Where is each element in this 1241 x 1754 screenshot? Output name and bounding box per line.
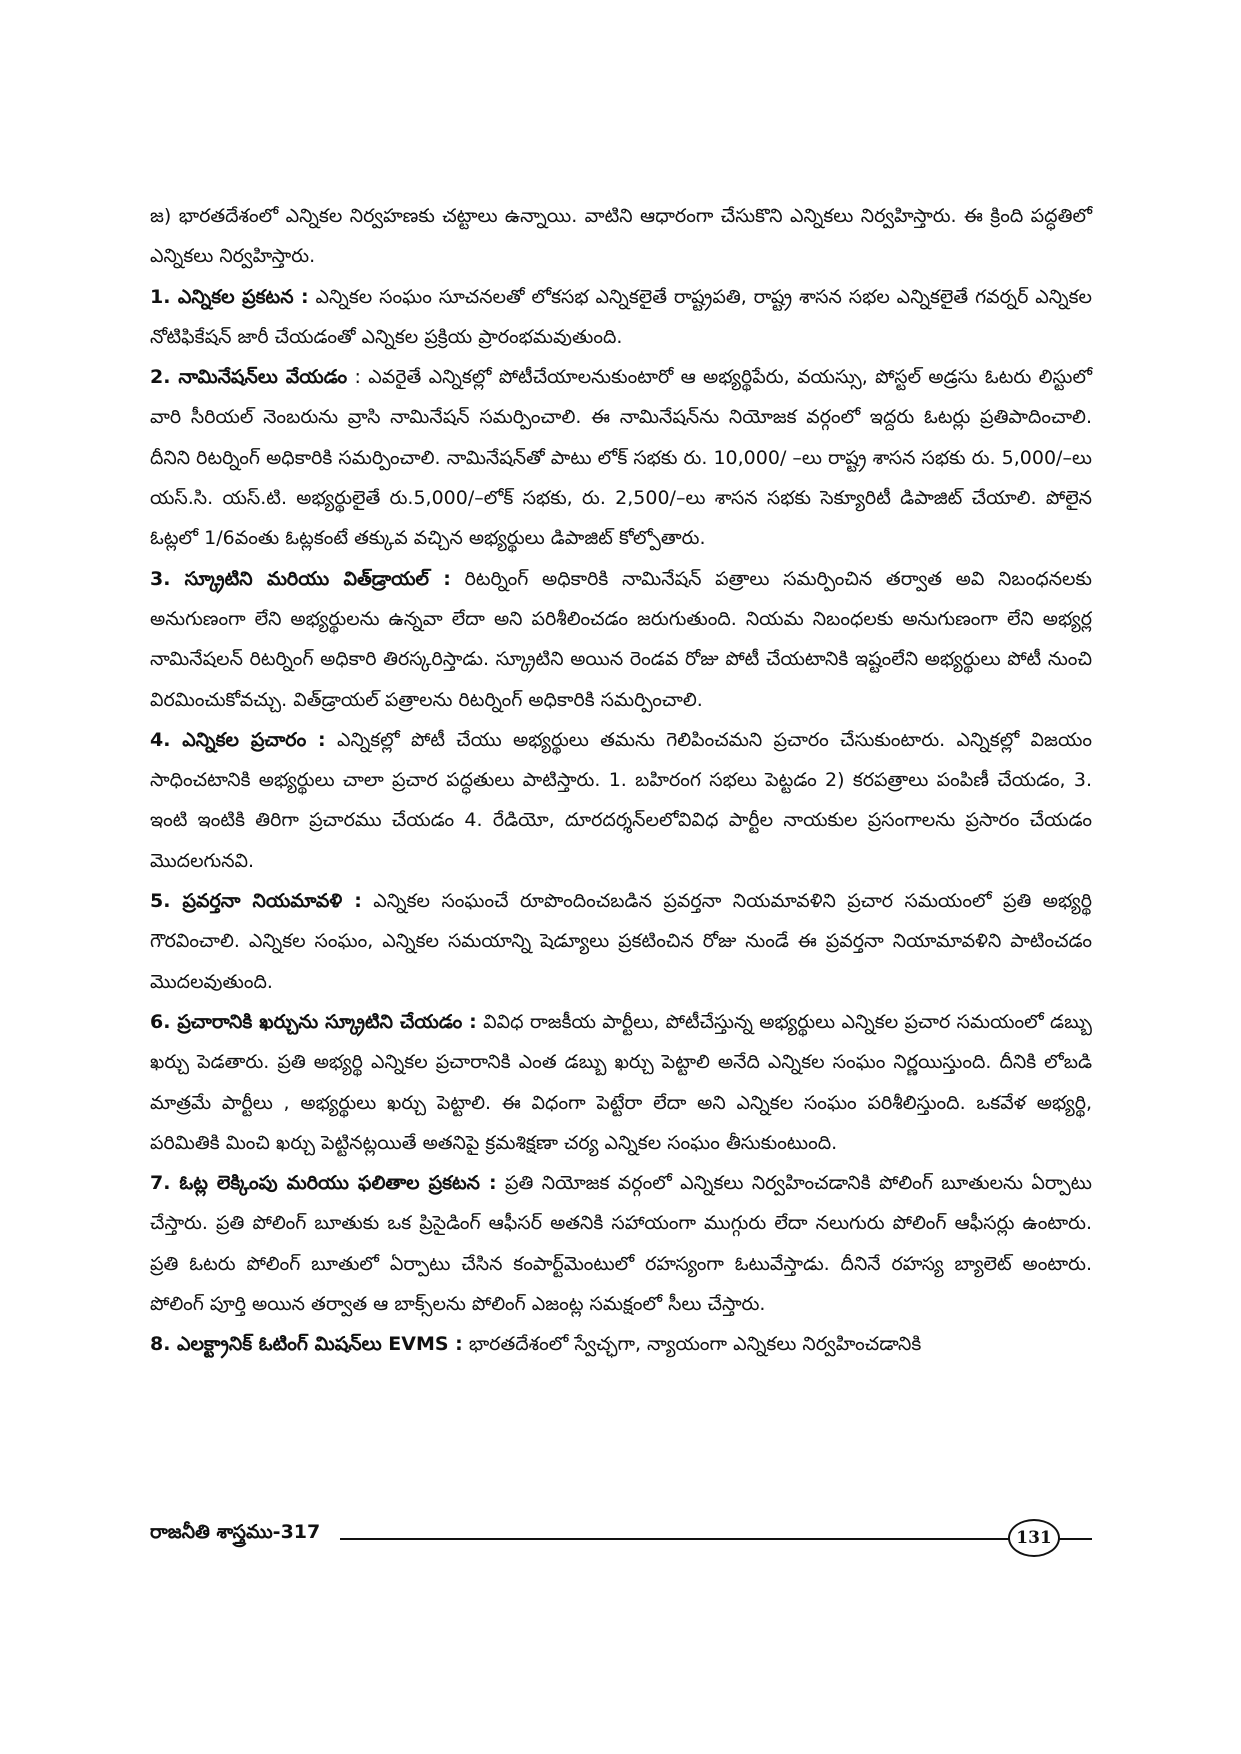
section-heading: 2. నామినేషన్‌లు వేయడం: [150, 366, 348, 389]
section-text: రిటర్నింగ్ అధికారికి నామినేషన్ పత్రాలు సమర్పించిన తర్వాత అవి నిబంధనలకు అనుగుణంగా లేని అభ్యర్థులను ఉన్నవా లేదా అని పరిశీలించడం జరుగుతుంది. నియమ నిబంధలకు అనుగుణంగా లేని అభ్యర్ల నామినేషలన్ రిటర్నింగ్ అధికారి తిరస్కరిస్తాడు. స్క్రూటిని అయిన రెండవ రోజు పోటీ చేయటానికి ఇష్టంలేని అభ్యర్థులు పోటీ నుంచి విరమించుకోవచ్చు. విత్‌డ్రాయల్ పత్రాలను రిటర్నింగ్ అధికారికి సమర్పించాలి.: [150, 567, 1092, 711]
section-paragraph: [150, 1163, 1092, 1324]
section-heading: 7. ఓట్ల లెక్కింపు మరియు ఫలితాల ప్రకటన :: [150, 1172, 497, 1195]
section-text: భారతదేశంలో స్వేచ్ఛగా, న్యాయంగా ఎన్నికలు నిర్వహించడానికి: [468, 1333, 922, 1356]
intro-paragraph: జ) భారతదేశంలో ఎన్నికల నిర్వహణకు చట్టాలు ఉన్నాయి. వాటిని ఆధారంగా చేసుకొని ఎన్నికలు నిర్వహిస్తారు. ఈ క్రింది పద్ధతిలో ఎన్నికలు నిర్వహిస్తారు.: [150, 205, 1092, 268]
section-heading: 1. ఎన్నికల ప్రకటన :: [150, 285, 309, 308]
footer-rule-tail: [1058, 1538, 1092, 1540]
section-paragraph: [150, 559, 1092, 720]
section-paragraph: [150, 720, 1092, 881]
section-heading: 4. ఎన్నికల ప్రచారం :: [150, 728, 326, 751]
section-heading: 3. స్క్రూటిని మరియు విత్‌డ్రాయల్ :: [150, 567, 451, 590]
section-paragraph: [150, 1002, 1092, 1163]
section-paragraph: [150, 357, 1092, 558]
section-text: ఎన్నికల్లో పోటీ చేయు అభ్యర్థులు తమను గెలిపించమని ప్రచారం చేసుకుంటారు. ఎన్నికల్లో విజయం సాధించటానికి అభ్యర్థులు చాలా ప్రచార పద్ధతులు పాటిస్తారు. 1. బహిరంగ సభలు పెట్టడం 2) కరపత్రాలు పంపిణీ చేయడం, 3. ఇంటి ఇంటికి తిరిగా ప్రచారము చేయడం 4. రేడియో, దూరదర్శన్‌లలోవివిధ పార్టీల నాయకుల ప్రసంగాలను ప్రసారం చేయడం మొదలగునవి.: [150, 728, 1093, 872]
section-text: ఎన్నికల సంఘంచే రూపొందించబడిన ప్రవర్తనా నియమావళిని ప్రచార సమయంలో ప్రతి అభ్యర్థి గౌరవించాలి. ఎన్నికల సంఘం, ఎన్నికల సమయాన్ని షెడ్యూలు ప్రకటించిన రోజు నుండే ఈ ప్రవర్తనా నియామావళిని పాటించడం మొదలవుతుంది.: [150, 890, 1093, 993]
section-text: వివిధ రాజకీయ పార్టీలు, పోటీచేస్తున్న అభ్యర్థులు ఎన్నికల ప్రచార సమయంలో డబ్బు ఖర్చు పెడతారు. ప్రతి అభ్యర్థి ఎన్నికల ప్రచారానికి ఎంత డబ్బు ఖర్చు పెట్టాలి అనేది ఎన్నికల సంఘం నిర్ణయిస్తుంది. దీనికి లోబడి మాత్రమే పార్టీలు , అభ్యర్థులు ఖర్చు పెట్టాలి. ఈ విధంగా పెట్టేరా లేదా అని ఎన్నికల సంఘం పరిశీలిస్తుంది. ఒకవేళ అభ్యర్థి, పరిమితికి మించి ఖర్చు పెట్టినట్లయితే అతనిపై క్రమశిక్షణా చర్య ఎన్నికల సంఘం తీసుకుంటుంది.: [150, 1010, 1092, 1154]
section-heading: 5. ప్రవర్తనా నియమావళి :: [150, 890, 362, 913]
footer-rule: [340, 1538, 1056, 1540]
section-text: ఎన్నికల సంఘం సూచనలతో లోకసభ ఎన్నికలైతే రాష్ట్రపతి, రాష్ట్ర శాసన సభల ఎన్నికలైతే గవర్నర్ ఎన్నికల నోటిఫికేషన్ జారీ చేయడంతో ఎన్నికల ప్రక్రియ ప్రారంభమవుతుంది.: [150, 285, 1093, 348]
section-heading: 6. ప్రచారానికి ఖర్చును స్క్రూటిని చేయడం :: [150, 1010, 477, 1033]
page-footer: [150, 1515, 1092, 1559]
page-number-badge: 131: [1008, 1519, 1060, 1557]
section-paragraph: [150, 881, 1092, 1002]
section-paragraph: [150, 277, 1092, 358]
footer-book-title: రాజనీతి శాస్త్రము-317: [150, 1521, 321, 1543]
section-heading: 8. ఎలక్ట్రానిక్ ఓటింగ్ మిషన్‌లు EVMS :: [150, 1333, 463, 1356]
section-text: : ఎవరైతే ఎన్నికల్లో పోటీచేయాలనుకుంటారో ఆ అభ్యర్థిపేరు, వయస్సు, పోస్టల్ అడ్రసు ఓటరు లిస్టులో వారి సీరియల్ నెంబరును వ్రాసి నామినేషన్ సమర్పించాలి. ఈ నామినేషన్‌ను నియోజక వర్గంలో ఇద్దరు ఓటర్లు ప్రతిపాదించాలి. దీనిని రిటర్నింగ్ అధికారికి సమర్పించాలి. నామినేషన్‌తో పాటు లోక్ సభకు రు. 10,000/ –లు రాష్ట్ర శాసన సభకు రు. 5,000/–లు యస్.సి. యస్.టి. అభ్యర్థులైతే రు.5,000/–లోక్ సభకు, రు. 2,500/–లు శాసన సభకు సెక్యూరిటీ డిపాజిట్ చేయాలి. పోలైన ఓట్లలో 1/6వంతు ఓట్లకంటే తక్కువ వచ్చిన అభ్యర్థులు డిపాజిట్ కోల్పోతారు.: [150, 366, 1092, 550]
section-text: ప్రతి నియోజక వర్గంలో ఎన్నికలు నిర్వహించడానికి పోలింగ్ బూతులను ఏర్పాటు చేస్తారు. ప్రతి పోలింగ్ బూతుకు ఒక ప్రిసైడింగ్ ఆఫీసర్ అతనికి సహాయంగా ముగ్గురు లేదా నలుగురు పోలింగ్ ఆఫీసర్లు ఉంటారు. ప్రతి ఓటరు పోలింగ్ బూతులో ఏర్పాటు చేసిన కంపార్ట్‌మెంటులో రహస్యంగా ఓటువేస్తాడు. దీనినే రహస్య బ్యాలెట్ అంటారు. పోలింగ్ పూర్తి అయిన తర్వాత ఆ బాక్స్‌లను పోలింగ్ ఎజంట్ల సమక్షంలో సీలు చేస్తారు.: [150, 1172, 1092, 1316]
page-content: [150, 196, 1092, 1365]
section-paragraph: [150, 1324, 1092, 1364]
